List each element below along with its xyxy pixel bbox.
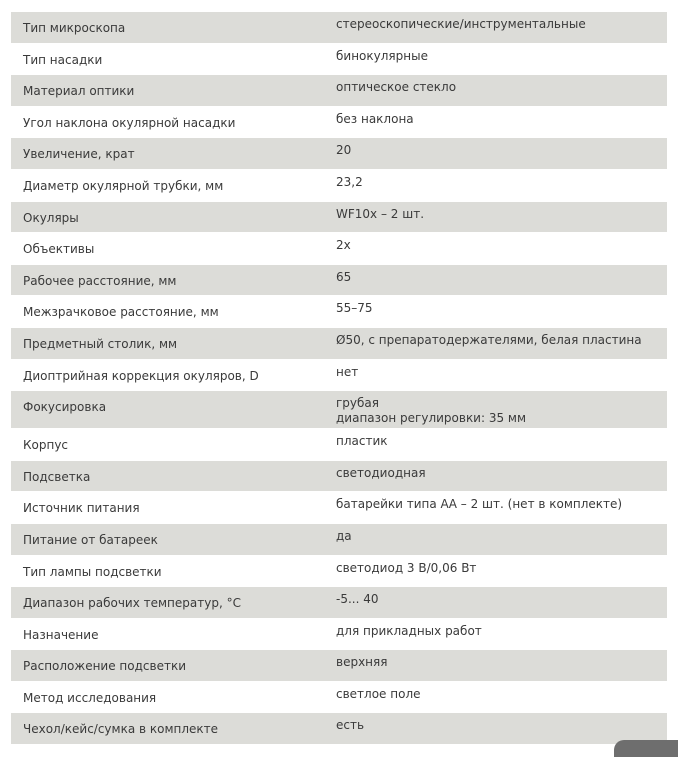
spec-value [325,359,667,391]
spec-value-line: бинокулярные [336,48,428,63]
spec-value-line: 65 [336,269,352,284]
spec-value [325,429,667,461]
spec-name: Фокусировка [11,391,325,429]
spec-value-line: 20 [336,143,352,158]
spec-row [11,233,667,265]
spec-value-line: без наклона [336,111,414,126]
spec-value [325,391,667,429]
spec-row [11,43,667,75]
spec-value-line: 23,2 [336,174,363,189]
spec-name: Диапазон рабочих температур, °С [11,587,325,619]
spec-name: Источник питания [11,492,325,524]
spec-value [325,264,667,296]
spec-name: Метод исследования [11,681,325,713]
spec-value-line: светлое поле [336,686,421,701]
spec-name: Назначение [11,618,325,650]
spec-name: Расположение подсветки [11,650,325,682]
spec-row [11,106,667,138]
spec-row [11,12,667,44]
spec-value [325,460,667,492]
spec-value-line: батарейки типа АА – 2 шт. (нет в комплекте) [336,497,623,512]
spec-value [325,492,667,524]
spec-name: Предметный столик, мм [11,327,325,359]
spec-row [11,713,667,745]
spec-name: Диоптрийная коррекция окуляров, D [11,359,325,391]
spec-value-line: грубая [336,396,379,411]
spec-row [11,429,667,461]
spec-row [11,587,667,619]
spec-name: Межзрачковое расстояние, мм [11,296,325,328]
spec-value-line: светодиод 3 В/0,06 Вт [336,560,477,575]
spec-row [11,460,667,492]
spec-name: Окуляры [11,201,325,233]
spec-value [325,169,667,201]
spec-row [11,327,667,359]
spec-value [325,555,667,587]
spec-row [11,201,667,233]
spec-value [325,587,667,619]
spec-value-line: WF10x – 2 шт. [336,206,425,221]
spec-value-line: Ø50, с препаратодержателями, белая пластина [336,332,642,347]
spec-name: Тип насадки [11,43,325,75]
spec-value-line: есть [336,718,365,733]
spec-value-line: да [336,528,352,543]
spec-value [325,681,667,713]
spec-row [11,681,667,713]
spec-value [325,12,667,44]
spec-value [325,138,667,170]
spec-row [11,391,667,429]
spec-value-line: -5... 40 [336,592,379,607]
spec-value [325,713,667,745]
spec-value-line: верхняя [336,655,388,670]
spec-name: Питание от батареек [11,523,325,555]
spec-value-line: 55–75 [336,301,373,316]
spec-value-line: диапазон регулировки: 35 мм [336,411,527,426]
spec-name: Увеличение, крат [11,138,325,170]
spec-value [325,618,667,650]
spec-row [11,75,667,107]
spec-name: Подсветка [11,460,325,492]
spec-name: Тип лампы подсветки [11,555,325,587]
spec-value [325,106,667,138]
spec-value-line: светодиодная [336,465,426,480]
spec-name: Тип микроскопа [11,12,325,44]
scroll-to-top-button[interactable] [614,740,678,757]
spec-row [11,555,667,587]
spec-value-line: для прикладных работ [336,623,482,638]
specs-table [11,11,667,745]
spec-row [11,618,667,650]
spec-row [11,650,667,682]
spec-name: Материал оптики [11,75,325,107]
spec-value-line: стереоскопические/инструментальные [336,17,586,31]
spec-value [325,43,667,75]
specs-table-body [11,12,667,745]
spec-name: Угол наклона окулярной насадки [11,106,325,138]
spec-name: Рабочее расстояние, мм [11,264,325,296]
spec-row [11,492,667,524]
spec-value [325,296,667,328]
spec-value-line: нет [336,364,359,379]
spec-value-line: пластик [336,434,388,449]
spec-row [11,138,667,170]
spec-value [325,233,667,265]
spec-value-line: оптическое стекло [336,80,457,95]
spec-value [325,523,667,555]
spec-value [325,327,667,359]
spec-row [11,264,667,296]
spec-value-line: 2x [336,238,351,253]
spec-name: Корпус [11,429,325,461]
spec-name: Объективы [11,233,325,265]
spec-name: Диаметр окулярной трубки, мм [11,169,325,201]
spec-name: Чехол/кейс/сумка в комплекте [11,713,325,745]
spec-value [325,75,667,107]
spec-row [11,169,667,201]
spec-row [11,359,667,391]
spec-row [11,296,667,328]
spec-row [11,523,667,555]
spec-value [325,201,667,233]
spec-value [325,650,667,682]
